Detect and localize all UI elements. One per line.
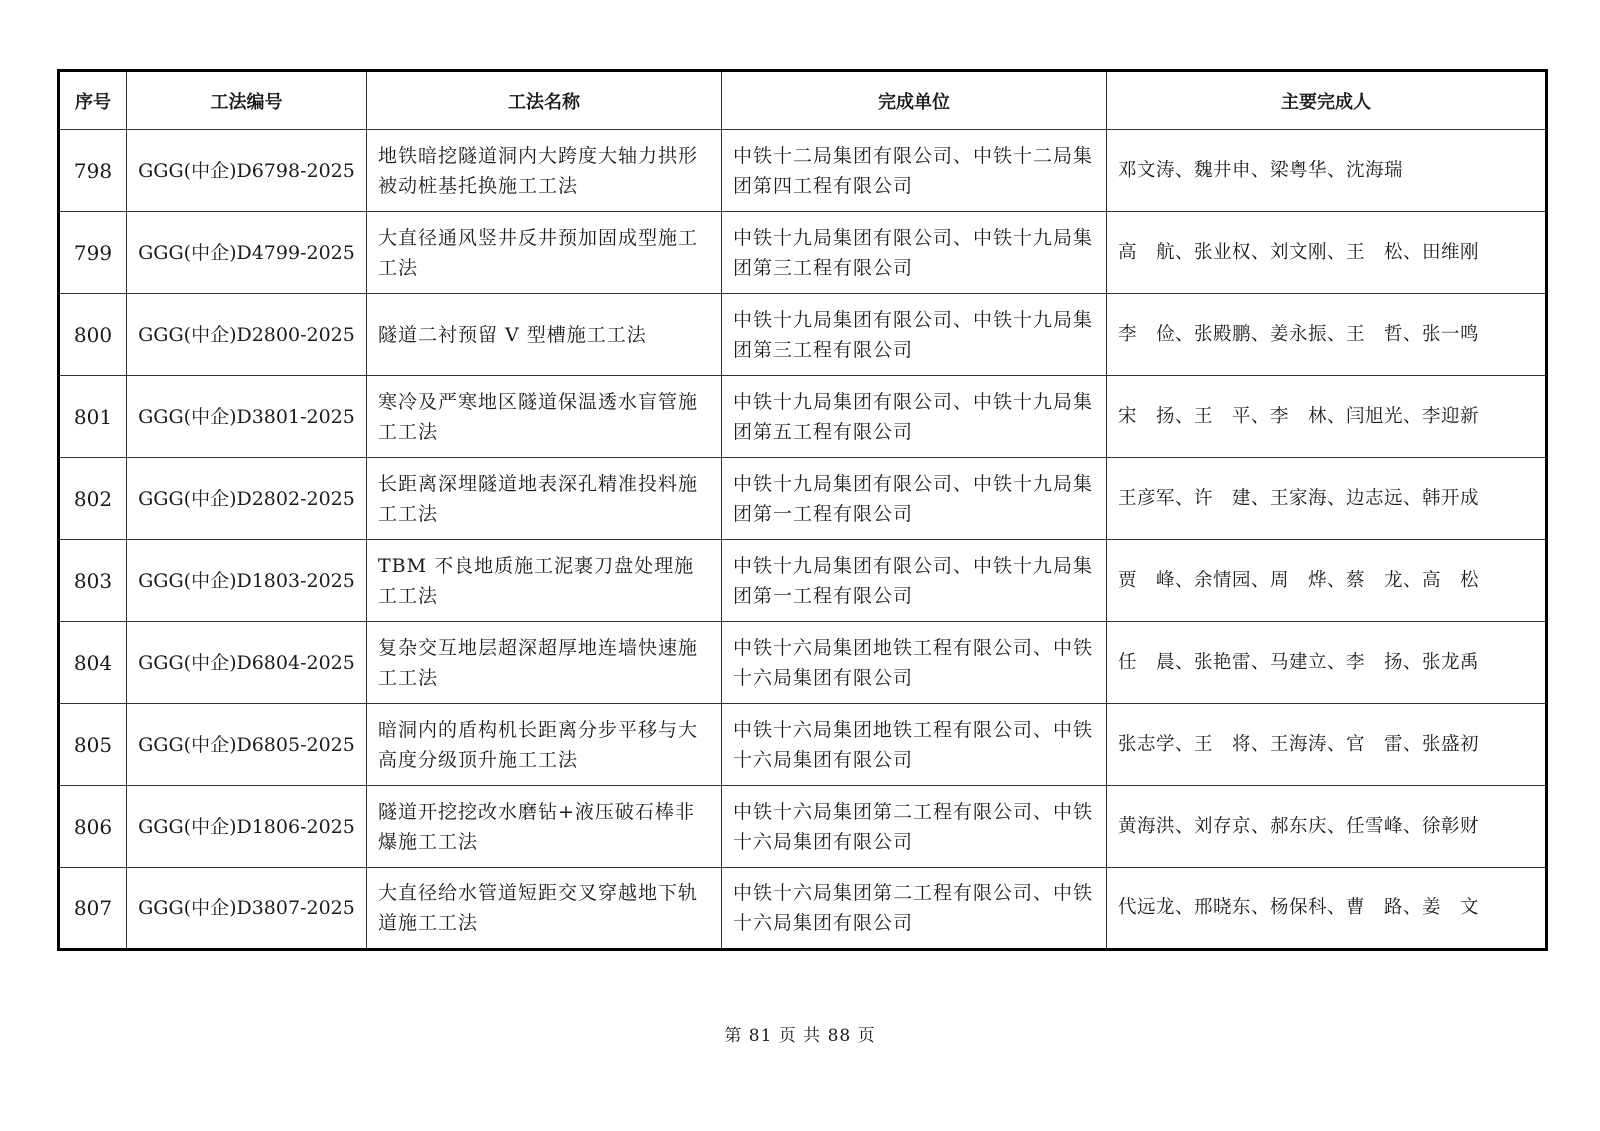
table-row (59, 212, 1547, 294)
cell-method-name: 寒冷及严寒地区隧道保温透水盲管施工工法 (367, 376, 722, 458)
cell-method-name: 暗洞内的盾构机长距离分步平移与大高度分级顶升施工工法 (367, 704, 722, 786)
cell-serial-number: 800 (59, 294, 127, 376)
header-serial-number: 序号 (59, 71, 127, 130)
cell-completing-unit: 中铁十九局集团有限公司、中铁十九局集团第三工程有限公司 (722, 294, 1107, 376)
cell-completing-unit: 中铁十六局集团地铁工程有限公司、中铁十六局集团有限公司 (722, 704, 1107, 786)
cell-main-contributors: 代远龙、邢晓东、杨保科、曹 路、姜 文 (1107, 868, 1547, 950)
table-header (59, 71, 1547, 130)
cell-main-contributors: 王彦军、许 建、王家海、边志远、韩开成 (1107, 458, 1547, 540)
cell-method-code: GGG(中企)D2802-2025 (127, 458, 367, 540)
table-row (59, 130, 1547, 212)
cell-method-code: GGG(中企)D1803-2025 (127, 540, 367, 622)
header-main-contributors: 主要完成人 (1107, 71, 1547, 130)
cell-method-code: GGG(中企)D3801-2025 (127, 376, 367, 458)
cell-method-name: TBM 不良地质施工泥裹刀盘处理施工工法 (367, 540, 722, 622)
cell-completing-unit: 中铁十六局集团第二工程有限公司、中铁十六局集团有限公司 (722, 786, 1107, 868)
cell-method-name: 长距离深埋隧道地表深孔精准投料施工工法 (367, 458, 722, 540)
cell-main-contributors: 宋 扬、王 平、李 林、闫旭光、李迎新 (1107, 376, 1547, 458)
table-row (59, 868, 1547, 950)
cell-main-contributors: 张志学、王 将、王海涛、官 雷、张盛初 (1107, 704, 1547, 786)
cell-serial-number: 804 (59, 622, 127, 704)
cell-method-code: GGG(中企)D6798-2025 (127, 130, 367, 212)
methods-table (57, 69, 1548, 951)
cell-serial-number: 802 (59, 458, 127, 540)
cell-method-code: GGG(中企)D4799-2025 (127, 212, 367, 294)
cell-completing-unit: 中铁十二局集团有限公司、中铁十二局集团第四工程有限公司 (722, 130, 1107, 212)
cell-method-name: 大直径通风竖井反井预加固成型施工工法 (367, 212, 722, 294)
table-row (59, 376, 1547, 458)
table-row (59, 294, 1547, 376)
header-completing-unit: 完成单位 (722, 71, 1107, 130)
cell-serial-number: 798 (59, 130, 127, 212)
cell-completing-unit: 中铁十九局集团有限公司、中铁十九局集团第五工程有限公司 (722, 376, 1107, 458)
header-row (59, 71, 1547, 130)
cell-method-code: GGG(中企)D2800-2025 (127, 294, 367, 376)
cell-main-contributors: 邓文涛、魏井申、梁粤华、沈海瑞 (1107, 130, 1547, 212)
header-method-name: 工法名称 (367, 71, 722, 130)
cell-completing-unit: 中铁十六局集团第二工程有限公司、中铁十六局集团有限公司 (722, 868, 1107, 950)
cell-method-code: GGG(中企)D3807-2025 (127, 868, 367, 950)
cell-completing-unit: 中铁十九局集团有限公司、中铁十九局集团第一工程有限公司 (722, 540, 1107, 622)
cell-serial-number: 801 (59, 376, 127, 458)
cell-main-contributors: 高 航、张业权、刘文刚、王 松、田维刚 (1107, 212, 1547, 294)
cell-completing-unit: 中铁十九局集团有限公司、中铁十九局集团第一工程有限公司 (722, 458, 1107, 540)
cell-main-contributors: 贾 峰、余情园、周 烨、蔡 龙、高 松 (1107, 540, 1547, 622)
cell-main-contributors: 李 俭、张殿鹏、姜永振、王 哲、张一鸣 (1107, 294, 1547, 376)
table-row (59, 622, 1547, 704)
cell-serial-number: 805 (59, 704, 127, 786)
cell-main-contributors: 黄海洪、刘存京、郝东庆、任雪峰、徐彰财 (1107, 786, 1547, 868)
table-row (59, 704, 1547, 786)
cell-main-contributors: 任 晨、张艳雷、马建立、李 扬、张龙禹 (1107, 622, 1547, 704)
cell-method-name: 隧道开挖挖改水磨钻+液压破石棒非爆施工工法 (367, 786, 722, 868)
cell-method-name: 隧道二衬预留 V 型槽施工工法 (367, 294, 722, 376)
cell-method-code: GGG(中企)D1806-2025 (127, 786, 367, 868)
cell-method-code: GGG(中企)D6804-2025 (127, 622, 367, 704)
table-row (59, 458, 1547, 540)
cell-method-code: GGG(中企)D6805-2025 (127, 704, 367, 786)
cell-method-name: 大直径给水管道短距交叉穿越地下轨道施工工法 (367, 868, 722, 950)
cell-method-name: 地铁暗挖隧道洞内大跨度大轴力拱形被动桩基托换施工工法 (367, 130, 722, 212)
cell-serial-number: 807 (59, 868, 127, 950)
cell-serial-number: 803 (59, 540, 127, 622)
cell-completing-unit: 中铁十六局集团地铁工程有限公司、中铁十六局集团有限公司 (722, 622, 1107, 704)
cell-serial-number: 799 (59, 212, 127, 294)
cell-serial-number: 806 (59, 786, 127, 868)
cell-completing-unit: 中铁十九局集团有限公司、中铁十九局集团第三工程有限公司 (722, 212, 1107, 294)
table-body (59, 130, 1547, 950)
table-row (59, 540, 1547, 622)
table-row (59, 786, 1547, 868)
header-method-code: 工法编号 (127, 71, 367, 130)
page-number-footer: 第 81 页 共 88 页 (724, 1026, 876, 1046)
cell-method-name: 复杂交互地层超深超厚地连墙快速施工工法 (367, 622, 722, 704)
